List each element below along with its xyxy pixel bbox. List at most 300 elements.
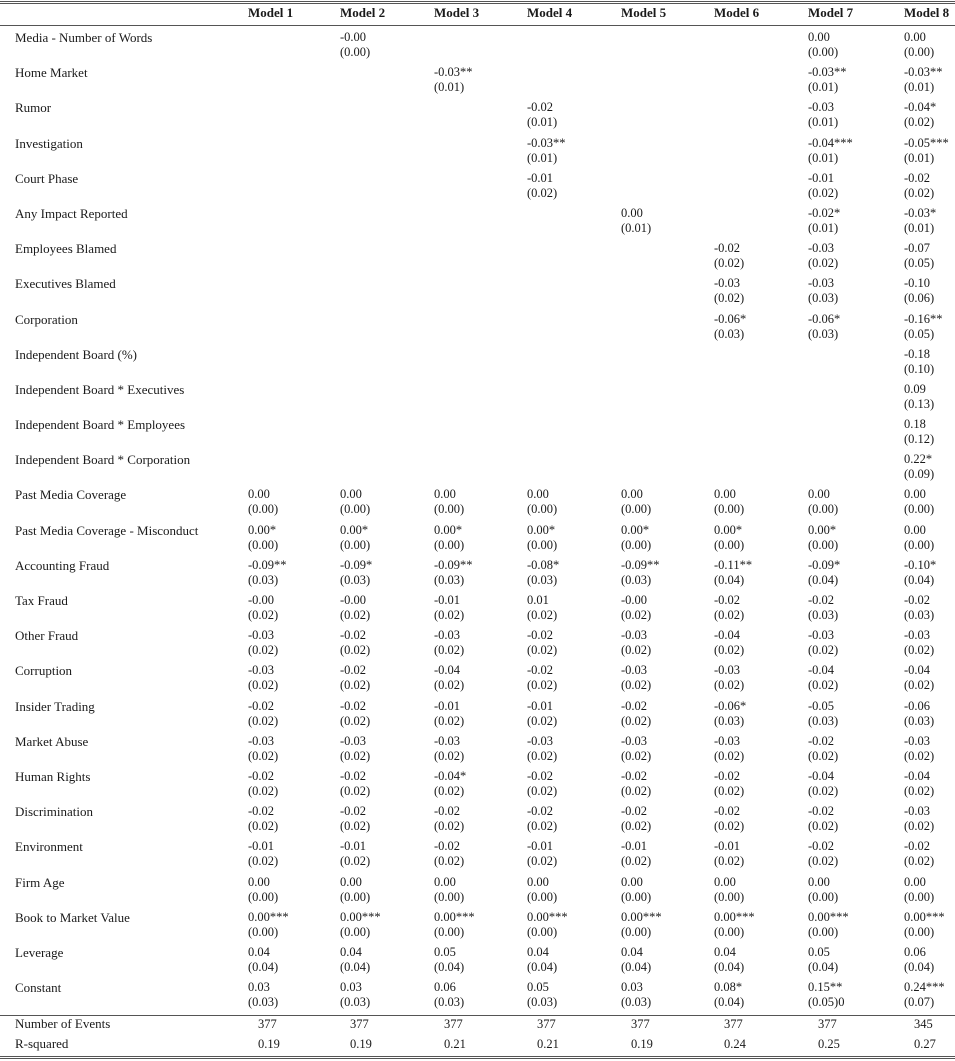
row-label: Other Fraud bbox=[15, 628, 79, 644]
coefficient: 0.00 bbox=[904, 874, 926, 889]
row-label: Insider Trading bbox=[15, 698, 95, 714]
coefficient: -0.02 bbox=[621, 804, 648, 819]
coefficient: 0.00 bbox=[904, 487, 926, 502]
standard-error: (0.02) bbox=[340, 748, 371, 763]
coefficient: -0.10 bbox=[904, 276, 931, 291]
coefficient: -0.02 bbox=[904, 170, 931, 185]
coefficient: 0.00* bbox=[527, 522, 556, 537]
standard-error: (0.02) bbox=[527, 819, 558, 834]
footer-label: Number of Events bbox=[15, 1016, 111, 1031]
coefficient: 0.00 bbox=[714, 874, 736, 889]
coefficient: -0.03 bbox=[808, 100, 835, 115]
col-header-model-8: Model 8 bbox=[904, 5, 950, 20]
coefficient: 0.00 bbox=[808, 30, 830, 44]
standard-error: (0.06) bbox=[904, 291, 935, 306]
table-cell bbox=[248, 980, 278, 1010]
table-cell bbox=[434, 628, 464, 658]
table-cell bbox=[340, 910, 381, 940]
coefficient: 0.22* bbox=[904, 452, 933, 467]
standard-error: (0.05) bbox=[904, 326, 935, 341]
coefficient: -0.03 bbox=[248, 733, 275, 748]
coefficient: -0.05*** bbox=[904, 135, 949, 150]
footer-value: 377 bbox=[444, 1017, 463, 1031]
table-row bbox=[0, 663, 955, 698]
coefficient: -0.02 bbox=[527, 628, 554, 643]
standard-error: (0.00) bbox=[248, 537, 279, 552]
coefficient: -0.02 bbox=[808, 839, 835, 854]
coefficient: -0.00 bbox=[248, 593, 275, 607]
footer-row bbox=[0, 1036, 955, 1056]
table-cell bbox=[248, 628, 278, 658]
standard-error: (0.00) bbox=[714, 889, 745, 904]
table-cell bbox=[527, 734, 557, 764]
table-cell bbox=[340, 487, 370, 517]
table-cell bbox=[340, 699, 370, 729]
standard-error: (0.00) bbox=[527, 924, 558, 939]
table-cell bbox=[904, 734, 934, 764]
table-cell bbox=[808, 804, 838, 834]
coefficient: 0.00 bbox=[904, 30, 926, 44]
coefficient: 0.00 bbox=[621, 205, 643, 220]
table-cell bbox=[714, 699, 746, 729]
standard-error: (0.02) bbox=[714, 256, 745, 271]
table-cell bbox=[904, 487, 934, 517]
table-cell bbox=[527, 523, 557, 553]
coefficient: -0.16** bbox=[904, 311, 943, 326]
coefficient: -0.09** bbox=[434, 557, 473, 572]
coefficient: 0.04 bbox=[340, 944, 362, 959]
row-label: Employees Blamed bbox=[15, 241, 117, 257]
row-label: Tax Fraud bbox=[15, 593, 68, 608]
table-cell bbox=[808, 875, 838, 905]
standard-error: (0.02) bbox=[714, 854, 745, 869]
standard-error: (0.00) bbox=[621, 924, 652, 939]
row-label: Independent Board * Corporation bbox=[15, 452, 191, 468]
row-label: Rumor bbox=[15, 100, 52, 116]
table-cell bbox=[527, 804, 557, 834]
coefficient: 0.00*** bbox=[340, 909, 381, 924]
coefficient: -0.02 bbox=[527, 804, 554, 819]
table-cell bbox=[904, 100, 936, 130]
table-cell bbox=[527, 593, 557, 623]
table-cell bbox=[904, 875, 934, 905]
coefficient: -0.09** bbox=[248, 557, 287, 572]
standard-error: (0.00) bbox=[434, 924, 465, 939]
table-cell bbox=[714, 523, 744, 553]
table-cell bbox=[808, 558, 840, 588]
coefficient: -0.02 bbox=[621, 768, 648, 783]
table-cell bbox=[527, 910, 568, 940]
coefficient: -0.03 bbox=[714, 276, 741, 291]
standard-error: (0.02) bbox=[621, 678, 652, 693]
coefficient: -0.02 bbox=[714, 593, 741, 607]
standard-error: (0.02) bbox=[434, 713, 465, 728]
table-cell bbox=[340, 980, 370, 1010]
table-cell bbox=[808, 699, 838, 729]
coefficient: -0.00 bbox=[621, 593, 648, 607]
table-cell bbox=[434, 663, 464, 693]
table-cell bbox=[248, 734, 278, 764]
coefficient: -0.04* bbox=[434, 768, 467, 783]
standard-error: (0.02) bbox=[621, 748, 652, 763]
coefficient: 0.18 bbox=[904, 417, 926, 432]
table-cell bbox=[340, 558, 372, 588]
standard-error: (0.02) bbox=[904, 748, 935, 763]
coefficient: 0.06 bbox=[904, 944, 926, 959]
table-cell bbox=[904, 523, 934, 553]
standard-error: (0.02) bbox=[527, 783, 558, 798]
coefficient: 0.00 bbox=[248, 874, 270, 889]
standard-error: (0.12) bbox=[904, 432, 935, 447]
standard-error: (0.04) bbox=[340, 959, 371, 974]
coefficient: -0.01 bbox=[527, 698, 554, 713]
table-cell bbox=[808, 312, 840, 342]
coefficient: -0.10* bbox=[904, 557, 937, 572]
standard-error: (0.02) bbox=[714, 643, 745, 658]
standard-error: (0.01) bbox=[904, 220, 935, 235]
standard-error: (0.02) bbox=[248, 748, 279, 763]
standard-error: (0.00) bbox=[340, 924, 371, 939]
table-cell bbox=[808, 65, 847, 95]
table-cell bbox=[527, 100, 557, 130]
table-cell bbox=[904, 804, 934, 834]
table-cell bbox=[621, 558, 660, 588]
table-cell bbox=[904, 417, 934, 447]
table-cell bbox=[340, 523, 370, 553]
table-row bbox=[0, 100, 955, 135]
standard-error: (0.00) bbox=[621, 502, 652, 517]
coefficient: 0.03 bbox=[248, 980, 270, 995]
table-cell bbox=[714, 804, 744, 834]
standard-error: (0.04) bbox=[714, 959, 745, 974]
standard-error: (0.03) bbox=[248, 995, 279, 1010]
table-cell bbox=[808, 945, 838, 975]
coefficient: 0.00*** bbox=[248, 909, 289, 924]
coefficient: -0.02 bbox=[248, 804, 275, 819]
coefficient: 0.04 bbox=[527, 944, 549, 959]
table-cell bbox=[621, 593, 651, 623]
table-row bbox=[0, 30, 955, 65]
standard-error: (0.00) bbox=[527, 502, 558, 517]
bottom-rule bbox=[0, 1056, 955, 1057]
coefficient: -0.09* bbox=[808, 557, 841, 572]
table-cell bbox=[808, 628, 838, 658]
coefficient: -0.11** bbox=[714, 557, 753, 572]
row-label: Book to Market Value bbox=[15, 909, 130, 925]
standard-error: (0.02) bbox=[434, 748, 465, 763]
col-header-model-7: Model 7 bbox=[808, 5, 854, 20]
table-row bbox=[0, 593, 955, 628]
footer-value: 345 bbox=[914, 1017, 933, 1031]
table-row bbox=[0, 206, 955, 241]
table-cell bbox=[248, 875, 278, 905]
table-cell bbox=[527, 558, 559, 588]
footer-row bbox=[0, 1016, 955, 1036]
standard-error: (0.02) bbox=[248, 819, 279, 834]
coefficient: -0.08* bbox=[527, 557, 560, 572]
standard-error: (0.02) bbox=[434, 678, 465, 693]
table-cell bbox=[621, 699, 651, 729]
standard-error: (0.03) bbox=[340, 995, 371, 1010]
standard-error: (0.04) bbox=[714, 572, 745, 587]
table-cell bbox=[808, 593, 838, 623]
table-cell bbox=[621, 980, 651, 1010]
footer-value: 377 bbox=[258, 1017, 277, 1031]
coefficient: 0.00*** bbox=[434, 909, 475, 924]
table-cell bbox=[621, 734, 651, 764]
regression-table-body bbox=[0, 30, 955, 1015]
table-cell bbox=[434, 523, 464, 553]
coefficient: 0.00 bbox=[434, 874, 456, 889]
coefficient: 0.01 bbox=[527, 593, 549, 607]
table-cell bbox=[714, 663, 744, 693]
standard-error: (0.01) bbox=[904, 150, 935, 165]
table-cell bbox=[527, 769, 557, 799]
table-cell bbox=[904, 136, 949, 166]
header-rule bbox=[0, 25, 955, 26]
standard-error: (0.00) bbox=[621, 537, 652, 552]
table-cell bbox=[808, 100, 838, 130]
standard-error: (0.04) bbox=[808, 572, 839, 587]
table-row bbox=[0, 347, 955, 382]
coefficient: -0.01 bbox=[340, 839, 367, 854]
standard-error: (0.02) bbox=[904, 643, 935, 658]
coefficient: -0.03 bbox=[714, 733, 741, 748]
standard-error: (0.02) bbox=[714, 291, 745, 306]
table-cell bbox=[434, 487, 464, 517]
standard-error: (0.01) bbox=[808, 115, 839, 130]
coefficient: 0.00* bbox=[808, 522, 837, 537]
table-cell bbox=[434, 769, 466, 799]
coefficient: 0.00 bbox=[904, 522, 926, 537]
table-row bbox=[0, 276, 955, 311]
standard-error: (0.02) bbox=[621, 643, 652, 658]
table-cell bbox=[340, 628, 370, 658]
table-cell bbox=[248, 945, 278, 975]
standard-error: (0.02) bbox=[434, 854, 465, 869]
table-row bbox=[0, 980, 955, 1015]
standard-error: (0.01) bbox=[808, 220, 839, 235]
coefficient: 0.00*** bbox=[714, 909, 755, 924]
standard-error: (0.02) bbox=[434, 643, 465, 658]
coefficient: -0.03** bbox=[808, 65, 847, 80]
table-cell bbox=[527, 663, 557, 693]
table-cell bbox=[527, 875, 557, 905]
footer-value: 377 bbox=[350, 1017, 369, 1031]
coefficient: -0.05 bbox=[808, 698, 835, 713]
table-cell bbox=[527, 839, 557, 869]
footer-value: 0.21 bbox=[444, 1037, 466, 1051]
row-label: Leverage bbox=[15, 944, 64, 960]
table-cell bbox=[714, 241, 744, 271]
footer-value: 0.19 bbox=[631, 1037, 653, 1051]
coefficient: -0.03* bbox=[904, 205, 937, 220]
col-header-model-4: Model 4 bbox=[527, 5, 573, 20]
standard-error: (0.01) bbox=[527, 115, 558, 130]
table-cell bbox=[434, 839, 464, 869]
row-label: Investigation bbox=[15, 135, 83, 151]
coefficient: 0.04 bbox=[248, 944, 270, 959]
footer-value: 377 bbox=[724, 1017, 743, 1031]
standard-error: (0.02) bbox=[808, 185, 839, 200]
standard-error: (0.03) bbox=[527, 572, 558, 587]
table-cell bbox=[248, 558, 287, 588]
coefficient: -0.03 bbox=[248, 663, 275, 678]
table-row bbox=[0, 558, 955, 593]
standard-error: (0.04) bbox=[904, 572, 935, 587]
table-row bbox=[0, 910, 955, 945]
coefficient: 0.00 bbox=[527, 874, 549, 889]
row-label: Corruption bbox=[15, 663, 73, 679]
standard-error: (0.02) bbox=[621, 783, 652, 798]
row-label: Accounting Fraud bbox=[15, 557, 110, 573]
standard-error: (0.03) bbox=[808, 291, 839, 306]
coefficient: -0.02 bbox=[808, 593, 835, 607]
coefficient: -0.03 bbox=[808, 628, 835, 643]
standard-error: (0.03) bbox=[434, 572, 465, 587]
coefficient: -0.01 bbox=[434, 698, 461, 713]
coefficient: -0.02 bbox=[340, 698, 367, 713]
standard-error: (0.02) bbox=[248, 608, 279, 622]
table-cell bbox=[904, 945, 934, 975]
table-cell bbox=[714, 487, 744, 517]
col-header-model-2: Model 2 bbox=[340, 5, 386, 20]
table-header bbox=[0, 0, 955, 26]
coefficient: 0.00*** bbox=[527, 909, 568, 924]
standard-error: (0.02) bbox=[808, 783, 839, 798]
standard-error: (0.03) bbox=[434, 995, 465, 1010]
table-row bbox=[0, 487, 955, 522]
coefficient: 0.00* bbox=[248, 522, 277, 537]
standard-error: (0.02) bbox=[904, 115, 935, 130]
table-cell bbox=[434, 558, 473, 588]
table-cell bbox=[248, 663, 278, 693]
coefficient: -0.00 bbox=[340, 30, 367, 44]
coefficient: -0.02 bbox=[527, 768, 554, 783]
standard-error: (0.02) bbox=[340, 819, 371, 834]
table-cell bbox=[527, 980, 557, 1010]
coefficient: -0.02 bbox=[340, 804, 367, 819]
table-cell bbox=[340, 769, 370, 799]
table-cell bbox=[340, 734, 370, 764]
standard-error: (0.04) bbox=[904, 959, 935, 974]
coefficient: -0.02* bbox=[808, 205, 841, 220]
table-cell bbox=[527, 699, 557, 729]
table-cell bbox=[808, 839, 838, 869]
coefficient: 0.00* bbox=[621, 522, 650, 537]
standard-error: (0.02) bbox=[904, 819, 935, 834]
coefficient: -0.04* bbox=[904, 100, 937, 115]
standard-error: (0.00) bbox=[340, 889, 371, 904]
standard-error: (0.04) bbox=[527, 959, 558, 974]
coefficient: -0.03 bbox=[621, 733, 648, 748]
table-cell bbox=[434, 804, 464, 834]
table-cell bbox=[434, 65, 473, 95]
standard-error: (0.02) bbox=[621, 854, 652, 869]
coefficient: 0.05 bbox=[527, 980, 549, 995]
table-cell bbox=[904, 910, 945, 940]
coefficient: -0.04 bbox=[434, 663, 461, 678]
coefficient: -0.02 bbox=[340, 768, 367, 783]
standard-error: (0.03) bbox=[808, 326, 839, 341]
row-label: Constant bbox=[15, 980, 62, 996]
standard-error: (0.02) bbox=[621, 819, 652, 834]
coefficient: 0.00 bbox=[340, 874, 362, 889]
coefficient: -0.02 bbox=[527, 663, 554, 678]
coefficient: 0.00* bbox=[434, 522, 463, 537]
standard-error: (0.00) bbox=[340, 537, 371, 552]
table-cell bbox=[434, 910, 475, 940]
table-cell bbox=[434, 980, 464, 1010]
coefficient: -0.03 bbox=[434, 733, 461, 748]
standard-error: (0.00) bbox=[340, 502, 371, 517]
standard-error: (0.04) bbox=[434, 959, 465, 974]
col-header-model-1: Model 1 bbox=[248, 5, 294, 20]
table-cell bbox=[714, 875, 744, 905]
standard-error: (0.02) bbox=[621, 713, 652, 728]
standard-error: (0.02) bbox=[340, 783, 371, 798]
standard-error: (0.02) bbox=[340, 713, 371, 728]
coefficient: -0.03** bbox=[434, 65, 473, 80]
table-cell bbox=[808, 769, 838, 799]
standard-error: (0.13) bbox=[904, 396, 935, 411]
coefficient: -0.06 bbox=[904, 698, 931, 713]
coefficient: 0.00 bbox=[434, 487, 456, 502]
standard-error: (0.01) bbox=[904, 80, 935, 95]
table-cell bbox=[714, 628, 744, 658]
coefficient: -0.02 bbox=[904, 839, 931, 854]
standard-error: (0.00) bbox=[527, 537, 558, 552]
table-row bbox=[0, 241, 955, 276]
table-cell bbox=[808, 171, 838, 201]
table-cell bbox=[904, 65, 943, 95]
coefficient: 0.00 bbox=[340, 487, 362, 502]
standard-error: (0.00) bbox=[434, 537, 465, 552]
standard-error: (0.01) bbox=[808, 150, 839, 165]
table-row bbox=[0, 312, 955, 347]
row-label: Discrimination bbox=[15, 804, 93, 820]
standard-error: (0.00) bbox=[904, 45, 935, 59]
coefficient: 0.00 bbox=[621, 487, 643, 502]
coefficient: 0.00 bbox=[527, 487, 549, 502]
coefficient: -0.01 bbox=[714, 839, 741, 854]
standard-error: (0.02) bbox=[248, 783, 279, 798]
coefficient: 0.04 bbox=[621, 944, 643, 959]
standard-error: (0.02) bbox=[904, 678, 935, 693]
table-row bbox=[0, 839, 955, 874]
standard-error: (0.00) bbox=[904, 924, 935, 939]
coefficient: -0.09* bbox=[340, 557, 373, 572]
coefficient: -0.06* bbox=[808, 311, 841, 326]
standard-error: (0.05)0 bbox=[808, 995, 845, 1010]
standard-error: (0.00) bbox=[904, 537, 935, 552]
coefficient: 0.08* bbox=[714, 980, 743, 995]
table-cell bbox=[340, 804, 370, 834]
coefficient: 0.05 bbox=[808, 944, 830, 959]
table-cell bbox=[904, 382, 934, 412]
table-cell bbox=[714, 276, 744, 306]
coefficient: -0.04 bbox=[904, 663, 931, 678]
coefficient: -0.03 bbox=[621, 663, 648, 678]
coefficient: 0.09 bbox=[904, 381, 926, 396]
coefficient: 0.15** bbox=[808, 980, 843, 995]
table-footer bbox=[0, 1016, 955, 1056]
standard-error: (0.01) bbox=[527, 150, 558, 165]
coefficient: -0.02 bbox=[248, 768, 275, 783]
row-label: Firm Age bbox=[15, 874, 65, 890]
coefficient: -0.03 bbox=[904, 804, 931, 819]
coefficient: -0.01 bbox=[527, 170, 554, 185]
